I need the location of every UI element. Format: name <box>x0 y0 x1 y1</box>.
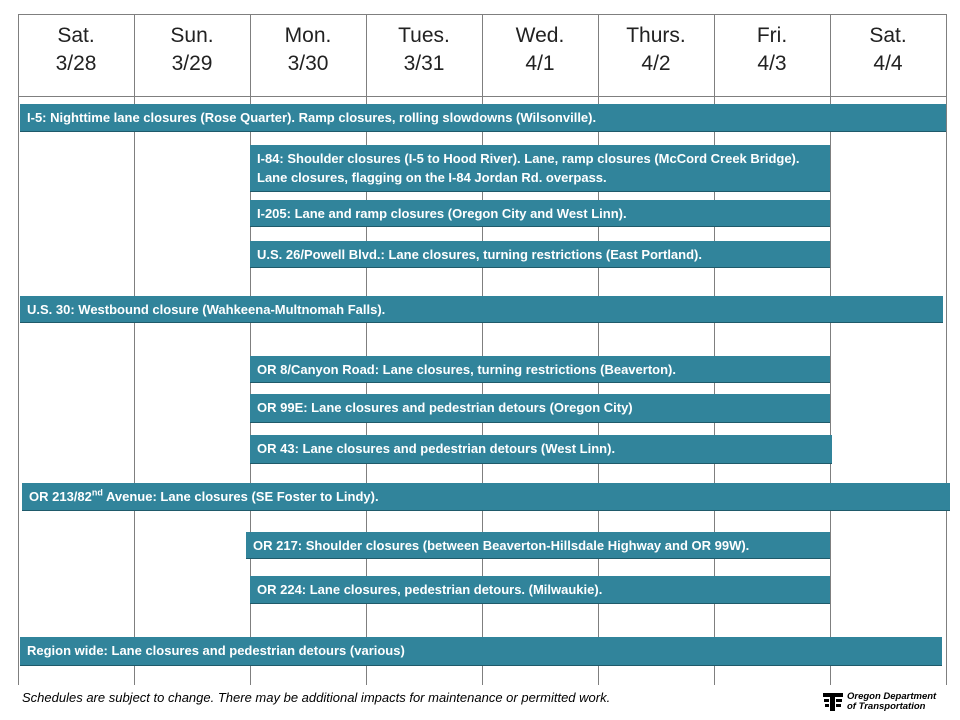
event-bar <box>250 394 830 423</box>
event-text: OR 8/Canyon Road: Lane closures, turning restrictions (Beaverton). <box>257 362 676 377</box>
odot-logo-icon <box>822 691 844 713</box>
logo-line-2: of Transportation <box>847 701 926 712</box>
event-bar <box>250 241 830 268</box>
footer-note: Schedules are subject to change. There may be additional impacts for maintenance or permitted work. <box>22 690 611 705</box>
event-text: OR 213/82 <box>29 489 92 504</box>
event-bar <box>250 145 830 192</box>
day-header <box>598 14 714 96</box>
event-text: OR 43: Lane closures and pedestrian detours (West Linn). <box>257 441 616 456</box>
event-bar <box>20 296 943 323</box>
day-header <box>482 14 598 96</box>
event-text: OR 217: Shoulder closures (between Beaverton-Hillsdale Highway and OR 99W). <box>253 538 750 553</box>
grid-vertical-line <box>18 14 19 685</box>
event-bar <box>20 104 946 132</box>
day-date: 3/29 <box>171 52 213 75</box>
day-header <box>714 14 830 96</box>
event-text: OR 224: Lane closures, pedestrian detours. (Milwaukie). <box>257 582 603 597</box>
day-of-week: Fri. <box>756 24 788 47</box>
day-header <box>134 14 250 96</box>
day-of-week: Mon. <box>284 24 332 47</box>
event-text: I-84: Shoulder closures (I-5 to Hood River). Lane, ramp closures (McCord Creek Bridge). Lane closures, flagging on the I-84 Jordan Rd. overpass. <box>257 151 800 185</box>
event-text: OR 99E: Lane closures and pedestrian detours (Oregon City) <box>257 400 633 415</box>
odot-logo <box>822 689 936 715</box>
day-date: 3/28 <box>55 52 97 75</box>
day-date: 3/30 <box>287 52 329 75</box>
event-bar <box>250 356 830 383</box>
logo-line-1: Oregon Department <box>847 691 937 702</box>
event-text-superscript: nd <box>91 487 103 498</box>
day-date: 4/2 <box>641 52 671 75</box>
day-date: 4/1 <box>525 52 555 75</box>
day-header <box>830 14 946 96</box>
event-text: U.S. 26/Powell Blvd.: Lane closures, turning restrictions (East Portland). <box>257 247 702 262</box>
event-text: I-5: Nighttime lane closures (Rose Quarter). Ramp closures, rolling slowdowns (Wilsonville). <box>27 110 597 125</box>
odot-logo-text <box>847 692 936 712</box>
event-bar <box>250 200 830 227</box>
event-bar <box>22 483 950 511</box>
day-date: 3/31 <box>403 52 445 75</box>
event-text: U.S. 30: Westbound closure (Wahkeena-Multnomah Falls). <box>27 302 386 317</box>
day-of-week: Sat. <box>57 24 95 47</box>
day-of-week: Tues. <box>398 24 450 47</box>
day-of-week: Sat. <box>869 24 907 47</box>
day-date: 4/3 <box>757 52 787 75</box>
day-header <box>250 14 366 96</box>
event-text: I-205: Lane and ramp closures (Oregon City and West Linn). <box>257 206 627 221</box>
day-of-week: Sun. <box>170 24 214 47</box>
event-bar <box>250 576 830 604</box>
event-text: Region wide: Lane closures and pedestrian detours (various) <box>27 643 405 658</box>
day-header <box>18 14 134 96</box>
event-bar <box>250 435 832 464</box>
day-header <box>366 14 482 96</box>
event-text-rest: Avenue: Lane closures (SE Foster to Lindy). <box>102 489 379 504</box>
day-date: 4/4 <box>873 52 903 75</box>
day-of-week: Wed. <box>515 24 565 47</box>
day-of-week: Thurs. <box>626 24 686 47</box>
event-bar <box>246 532 830 559</box>
event-bar <box>20 637 942 666</box>
